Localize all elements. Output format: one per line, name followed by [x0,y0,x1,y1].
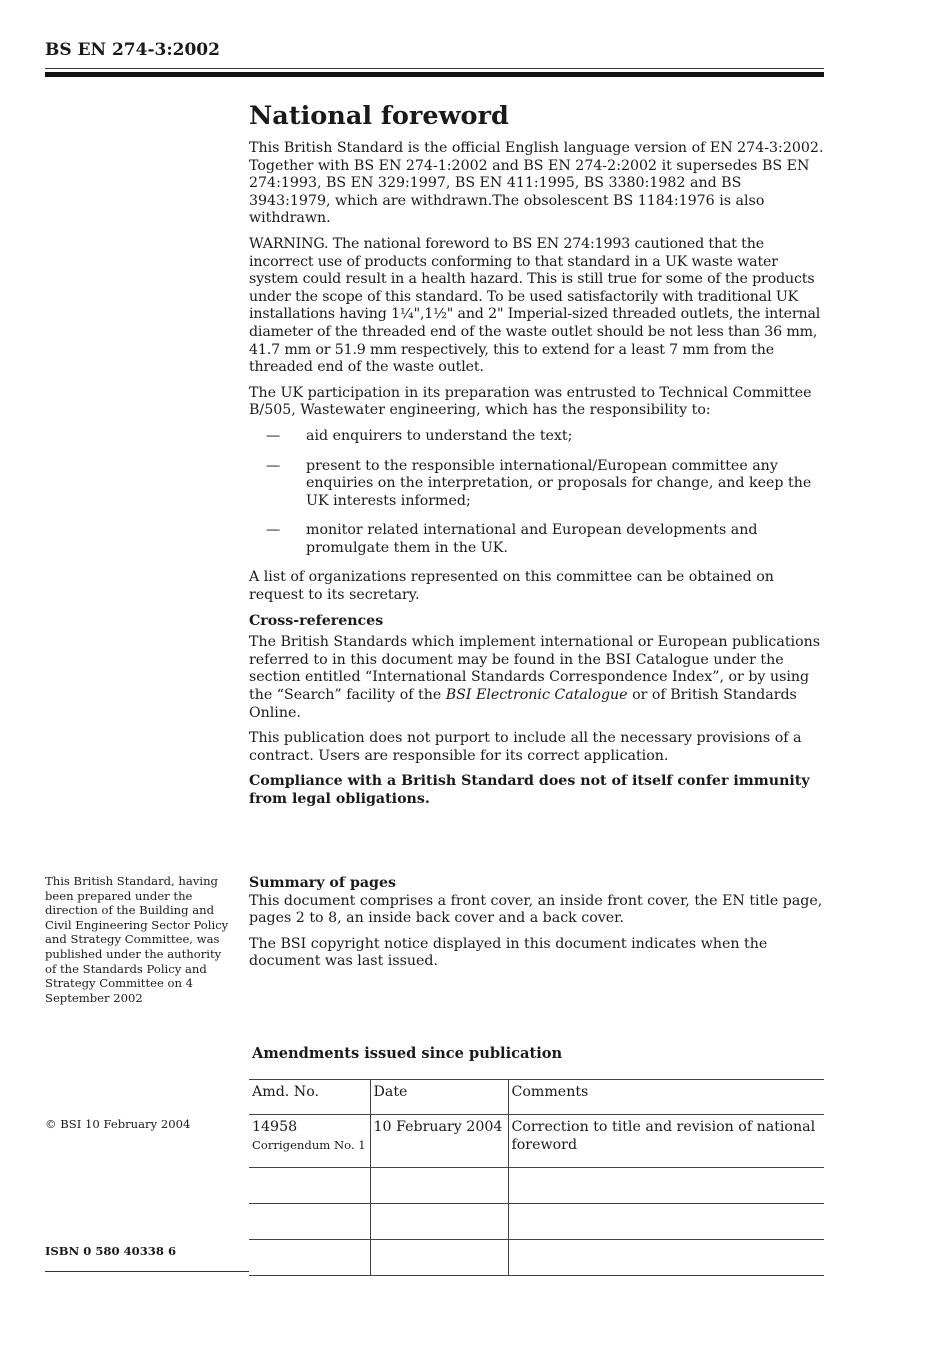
empty-cell [508,1240,824,1276]
summary-text: This document comprises a front cover, an inside front cover, the EN title page, pages 2 to 8, an inside back cover and a back cover. [249,892,823,927]
foreword-para-warning: WARNING. The national foreword to BS EN 274:1993 cautioned that the incorrect use of products conforming to that standard in a UK waste water system could result in a health hazard. This is still true for some of the products under the scope of this standard. To be used satisfactorily with traditional UK installations having 1¼",1½" and 2" Imperial-sized threaded outlets, the internal diameter of the threaded end of the waste outlet should be not less than 36 mm, 41.7 mm or 51.9 mm respectively, this to extend for a least 7 mm from the threaded end of the waste outlet. [249,235,821,376]
crossref-text-a: The British Standards which implement international or European publications referred to in this document may be found in the BSI Catalogue under the section entitled “International Standards Correspondence Index”, or by using the “Search” facility of the [249,634,821,704]
empty-cell [370,1204,508,1240]
crossref-text-b: or of British Standards Online. [249,687,797,721]
crossref-text [249,634,827,722]
foreword-para-committee: The UK participation in its preparation was entrusted to Technical Committee B/505, Wastewater engineering, which has the responsibility to: [249,384,812,419]
empty-cell [370,1168,508,1204]
foreword-column [249,100,827,817]
amendments-title: Amendments issued since publication [252,1045,563,1062]
amd-number: 14958 [252,1119,298,1135]
header-rule-thin [45,68,824,69]
amd-corrigendum: Corrigendum No. 1 [252,1137,366,1152]
header-date: Date [370,1080,508,1115]
publication-side-note: This British Standard, having been prepared under the direction of the Building and Civil Engineering Sector Policy and Strategy Committee, was published under the authority of the Standards Policy and Strategy Committee on 4 September 2002 [45,874,229,1005]
empty-cell [249,1168,370,1204]
document-code: BS EN 274-3:2002 [45,40,220,60]
empty-cell [508,1204,824,1240]
cell-amd-no [249,1115,370,1168]
table-row-empty [249,1240,824,1276]
foreword-para-provisions: This publication does not purport to include all the necessary provisions of a contract. Users are responsible for its correct application. [249,730,802,764]
copyright-line: © BSI 10 February 2004 [45,1117,191,1131]
foreword-para-organizations: A list of organizations represented on this committee can be obtained on request to its secretary. [249,569,774,604]
foreword-para-supersedes: This British Standard is the official English language version of EN 274-3:2002. Together with BS EN 274-1:2002 and BS EN 274-2:2002 it supersedes BS EN 274:1993, BS EN 329:1997, BS EN 411:1995, BS 3380:1982 and BS 3943:1979, which are withdrawn.The obsolescent BS 1184:1976 is also withdrawn. [249,140,824,227]
list-item [249,428,827,446]
amendments-table [249,1079,824,1276]
empty-cell [370,1240,508,1276]
list-item-text: monitor related international and European developments and promulgate them in the UK. [306,522,758,556]
empty-cell [249,1240,370,1276]
summary-of-pages [249,875,834,979]
empty-cell [508,1168,824,1204]
foreword-title: National foreword [249,101,509,131]
table-row-empty [249,1204,824,1240]
crossref-heading: Cross-references [249,612,384,629]
footer-rule [45,1271,249,1272]
cell-comments: Correction to title and revision of national foreword [508,1115,824,1168]
table-header-row [249,1080,824,1115]
table-row [249,1115,824,1168]
header-rule-thick [45,72,824,77]
table-row-empty [249,1168,824,1204]
crossref-catalogue-name: BSI Electronic Catalogue [445,687,628,704]
header-amd-no: Amd. No. [249,1080,370,1115]
dash-marker: — [266,427,281,444]
responsibility-list [249,428,827,558]
empty-cell [249,1204,370,1240]
list-item [249,522,827,557]
dash-marker: — [266,522,281,539]
list-item-text: aid enquirers to understand the text; [306,427,573,444]
copyright-notice-text: The BSI copyright notice displayed in this document indicates when the document was last issued. [249,935,768,970]
list-item-text: present to the responsible international/European committee any enquiries on the interpretation, or proposals for change, and keep the UK interests informed; [306,457,812,509]
isbn-number: ISBN 0 580 40338 6 [45,1244,177,1258]
list-item [249,458,827,511]
summary-heading: Summary of pages [249,875,396,891]
header-comments: Comments [508,1080,824,1115]
cell-date: 10 February 2004 [370,1115,508,1168]
compliance-statement: Compliance with a British Standard does not of itself confer immunity from legal obligations. [249,773,810,807]
dash-marker: — [266,457,281,474]
